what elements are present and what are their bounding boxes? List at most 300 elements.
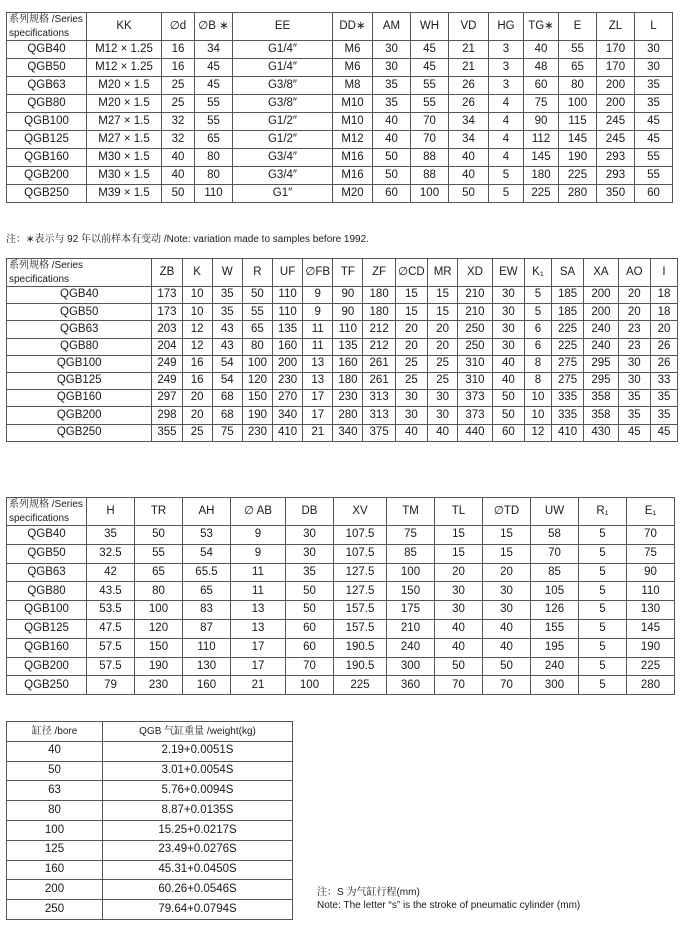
value-cell: 20 xyxy=(428,321,458,338)
value-cell: G1/4″ xyxy=(233,59,333,77)
value-cell: 300 xyxy=(531,676,579,695)
value-cell: 79 xyxy=(87,676,135,695)
value-cell: 50 xyxy=(286,582,334,601)
value-cell: 280 xyxy=(333,407,363,424)
value-cell: 30 xyxy=(483,582,531,601)
value-cell: 145 xyxy=(524,149,559,167)
value-cell: 15 xyxy=(435,544,483,563)
value-cell: 230 xyxy=(135,676,183,695)
table-row xyxy=(7,95,673,113)
table-row xyxy=(7,424,678,441)
value-cell: 33 xyxy=(650,372,677,389)
value-cell: 173 xyxy=(152,287,182,304)
value-cell: 50 xyxy=(162,185,195,203)
value-cell: 249 xyxy=(152,355,182,372)
value-cell: 45 xyxy=(635,131,673,149)
value-cell: 4 xyxy=(489,131,524,149)
value-cell: 112 xyxy=(524,131,559,149)
value-cell: 155 xyxy=(531,619,579,638)
value-cell: 297 xyxy=(152,390,182,407)
value-cell: 50 xyxy=(483,657,531,676)
weight-cell: 60.26+0.0546S xyxy=(103,880,293,900)
model-cell: QGB125 xyxy=(7,372,152,389)
value-cell: 40 xyxy=(435,638,483,657)
value-cell: 68 xyxy=(212,407,242,424)
value-cell: 300 xyxy=(387,657,435,676)
table-row xyxy=(7,185,673,203)
value-cell: 204 xyxy=(152,338,182,355)
value-cell: 5 xyxy=(489,185,524,203)
value-cell: 110 xyxy=(273,287,303,304)
value-cell: 6 xyxy=(524,321,551,338)
value-cell: 110 xyxy=(273,304,303,321)
model-cell: QGB160 xyxy=(7,149,87,167)
value-cell: 5 xyxy=(579,601,627,620)
value-cell: 261 xyxy=(363,355,395,372)
value-cell: 55 xyxy=(411,77,449,95)
value-cell: 90 xyxy=(333,287,363,304)
value-cell: 115 xyxy=(559,113,597,131)
value-cell: 145 xyxy=(627,619,675,638)
value-cell: 75 xyxy=(212,424,242,441)
value-cell: 25 xyxy=(162,95,195,113)
model-cell: QGB160 xyxy=(7,638,87,657)
value-cell: 30 xyxy=(435,582,483,601)
value-cell: 295 xyxy=(584,355,618,372)
value-cell: 190 xyxy=(559,149,597,167)
value-cell: 80 xyxy=(195,149,233,167)
column-header: ∅ AB xyxy=(231,498,286,526)
column-header: I xyxy=(650,259,677,287)
table-row xyxy=(7,59,673,77)
column-header: ∅CD xyxy=(395,259,427,287)
value-cell: 180 xyxy=(333,372,363,389)
bore-cell: 50 xyxy=(7,761,103,781)
value-cell: 13 xyxy=(303,355,333,372)
value-cell: 107.5 xyxy=(334,526,387,545)
value-cell: 145 xyxy=(559,131,597,149)
value-cell: M27 × 1.5 xyxy=(87,131,162,149)
column-header: XA xyxy=(584,259,618,287)
value-cell: 249 xyxy=(152,372,182,389)
value-cell: 3 xyxy=(489,77,524,95)
value-cell: 55 xyxy=(411,95,449,113)
column-header: ∅TD xyxy=(483,498,531,526)
value-cell: 350 xyxy=(597,185,635,203)
table-row xyxy=(7,338,678,355)
value-cell: 35 xyxy=(650,390,677,407)
table-row xyxy=(7,741,293,761)
value-cell: 8 xyxy=(524,355,551,372)
value-cell: 335 xyxy=(551,407,583,424)
value-cell: G1″ xyxy=(233,185,333,203)
column-header: ∅FB xyxy=(303,259,333,287)
value-cell: 26 xyxy=(449,77,489,95)
value-cell: 20 xyxy=(395,321,427,338)
value-cell: M30 × 1.5 xyxy=(87,167,162,185)
column-header: TL xyxy=(435,498,483,526)
bore-cell: 80 xyxy=(7,801,103,821)
value-cell: 135 xyxy=(333,338,363,355)
value-cell: 75 xyxy=(387,526,435,545)
column-header: AH xyxy=(183,498,231,526)
table-dimensions-3 xyxy=(6,497,675,695)
value-cell: 127.5 xyxy=(334,563,387,582)
value-cell: 270 xyxy=(273,390,303,407)
value-cell: 120 xyxy=(242,372,272,389)
value-cell: 80 xyxy=(195,167,233,185)
table-row xyxy=(7,860,293,880)
column-header: DD∗ xyxy=(333,13,373,41)
value-cell: 261 xyxy=(363,372,395,389)
model-cell: QGB100 xyxy=(7,601,87,620)
value-cell: 30 xyxy=(635,41,673,59)
column-header: AO xyxy=(618,259,650,287)
value-cell: 190 xyxy=(135,657,183,676)
value-cell: 160 xyxy=(183,676,231,695)
value-cell: 20 xyxy=(182,407,212,424)
value-cell: 360 xyxy=(387,676,435,695)
value-cell: 110 xyxy=(333,321,363,338)
note-stroke xyxy=(317,886,580,912)
value-cell: 298 xyxy=(152,407,182,424)
model-cell: QGB100 xyxy=(7,113,87,131)
value-cell: 293 xyxy=(597,167,635,185)
value-cell: M20 xyxy=(333,185,373,203)
value-cell: 173 xyxy=(152,304,182,321)
model-cell: QGB63 xyxy=(7,563,87,582)
value-cell: 5 xyxy=(579,563,627,582)
value-cell: 35 xyxy=(373,95,411,113)
value-cell: 170 xyxy=(597,59,635,77)
value-cell: G1/4″ xyxy=(233,41,333,59)
table-row xyxy=(7,563,675,582)
weight-cell: 23.49+0.0276S xyxy=(103,840,293,860)
value-cell: 54 xyxy=(183,544,231,563)
value-cell: 48 xyxy=(524,59,559,77)
model-cell: QGB160 xyxy=(7,390,152,407)
value-cell: 310 xyxy=(458,372,492,389)
value-cell: 110 xyxy=(195,185,233,203)
value-cell: G1/2″ xyxy=(233,113,333,131)
note-stroke-cn: 注：S 为气缸行程(mm) xyxy=(317,887,420,898)
column-header: R₁ xyxy=(579,498,627,526)
model-cell: QGB63 xyxy=(7,77,87,95)
value-cell: 50 xyxy=(135,526,183,545)
value-cell: 60 xyxy=(373,185,411,203)
value-cell: 50 xyxy=(286,601,334,620)
table-dimensions-1 xyxy=(6,12,673,203)
value-cell: 5 xyxy=(579,526,627,545)
value-cell: 180 xyxy=(363,304,395,321)
column-header: ∅B ∗ xyxy=(195,13,233,41)
value-cell: 15 xyxy=(483,526,531,545)
value-cell: 43 xyxy=(212,321,242,338)
value-cell: 11 xyxy=(231,582,286,601)
value-cell: 45 xyxy=(411,41,449,59)
column-header: W xyxy=(212,259,242,287)
value-cell: 100 xyxy=(387,563,435,582)
value-cell: 70 xyxy=(411,113,449,131)
value-cell: 34 xyxy=(449,131,489,149)
value-cell: 200 xyxy=(597,95,635,113)
value-cell: 225 xyxy=(524,185,559,203)
table-row xyxy=(7,840,293,860)
column-header: XD xyxy=(458,259,492,287)
value-cell: 30 xyxy=(492,321,524,338)
value-cell: 90 xyxy=(333,304,363,321)
value-cell: 9 xyxy=(303,304,333,321)
value-cell: 185 xyxy=(551,287,583,304)
value-cell: 6 xyxy=(524,338,551,355)
value-cell: 190 xyxy=(242,407,272,424)
table-row xyxy=(7,676,675,695)
value-cell: 10 xyxy=(524,390,551,407)
value-cell: 212 xyxy=(363,321,395,338)
column-header: VD xyxy=(449,13,489,41)
value-cell: 313 xyxy=(363,407,395,424)
table-row xyxy=(7,781,293,801)
weight-cell: 3.01+0.0054S xyxy=(103,761,293,781)
value-cell: 5 xyxy=(579,657,627,676)
column-header: DB xyxy=(286,498,334,526)
value-cell: M12 × 1.25 xyxy=(87,41,162,59)
value-cell: 16 xyxy=(162,41,195,59)
value-cell: 30 xyxy=(618,372,650,389)
value-cell: 20 xyxy=(618,287,650,304)
value-cell: 35 xyxy=(635,95,673,113)
value-cell: 373 xyxy=(458,407,492,424)
value-cell: 225 xyxy=(551,338,583,355)
value-cell: 50 xyxy=(449,185,489,203)
value-cell: 5 xyxy=(489,167,524,185)
value-cell: 11 xyxy=(231,563,286,582)
value-cell: 20 xyxy=(483,563,531,582)
value-cell: 16 xyxy=(182,355,212,372)
value-cell: 15 xyxy=(483,544,531,563)
value-cell: 42 xyxy=(87,563,135,582)
value-cell: 9 xyxy=(303,287,333,304)
value-cell: 293 xyxy=(597,149,635,167)
value-cell: 70 xyxy=(531,544,579,563)
value-cell: M10 xyxy=(333,113,373,131)
bore-cell: 250 xyxy=(7,900,103,920)
value-cell: 15 xyxy=(395,304,427,321)
table-row xyxy=(7,149,673,167)
column-header: TG∗ xyxy=(524,13,559,41)
table-row xyxy=(7,761,293,781)
weight-cell: 79.64+0.0794S xyxy=(103,900,293,920)
value-cell: 30 xyxy=(373,41,411,59)
value-cell: G3/4″ xyxy=(233,167,333,185)
value-cell: 35 xyxy=(212,304,242,321)
value-cell: 160 xyxy=(333,355,363,372)
value-cell: 250 xyxy=(458,321,492,338)
value-cell: 190.5 xyxy=(334,638,387,657)
value-cell: 43.5 xyxy=(87,582,135,601)
value-cell: 45 xyxy=(650,424,677,441)
value-cell: 55 xyxy=(635,149,673,167)
value-cell: 45 xyxy=(635,113,673,131)
model-cell: QGB125 xyxy=(7,619,87,638)
value-cell: 32 xyxy=(162,131,195,149)
value-cell: G3/4″ xyxy=(233,149,333,167)
value-cell: 25 xyxy=(395,372,427,389)
value-cell: 85 xyxy=(531,563,579,582)
model-cell: QGB100 xyxy=(7,355,152,372)
table-row xyxy=(7,820,293,840)
value-cell: 80 xyxy=(242,338,272,355)
value-cell: 20 xyxy=(428,338,458,355)
value-cell: 50 xyxy=(492,407,524,424)
value-cell: 50 xyxy=(435,657,483,676)
value-cell: 26 xyxy=(650,355,677,372)
value-cell: 30 xyxy=(618,355,650,372)
value-cell: 30 xyxy=(428,390,458,407)
column-header: TF xyxy=(333,259,363,287)
bore-cell: 63 xyxy=(7,781,103,801)
model-cell: QGB200 xyxy=(7,407,152,424)
value-cell: 25 xyxy=(395,355,427,372)
value-cell: 3 xyxy=(489,59,524,77)
column-header: L xyxy=(635,13,673,41)
column-header: E xyxy=(559,13,597,41)
value-cell: 150 xyxy=(135,638,183,657)
value-cell: 180 xyxy=(524,167,559,185)
value-cell: 47.5 xyxy=(87,619,135,638)
value-cell: 195 xyxy=(531,638,579,657)
column-header: XV xyxy=(334,498,387,526)
value-cell: 250 xyxy=(458,338,492,355)
weight-cell: 5.76+0.0094S xyxy=(103,781,293,801)
value-cell: 21 xyxy=(449,41,489,59)
spec-header: 系列规格 /Series specifications xyxy=(7,498,87,526)
value-cell: 16 xyxy=(162,59,195,77)
table-row xyxy=(7,304,678,321)
model-cell: QGB50 xyxy=(7,59,87,77)
value-cell: 30 xyxy=(428,407,458,424)
value-cell: 10 xyxy=(524,407,551,424)
value-cell: G1/2″ xyxy=(233,131,333,149)
value-cell: 5 xyxy=(524,287,551,304)
value-cell: 12 xyxy=(182,338,212,355)
value-cell: 230 xyxy=(242,424,272,441)
bore-cell: 40 xyxy=(7,741,103,761)
value-cell: 40 xyxy=(162,149,195,167)
value-cell: 17 xyxy=(303,407,333,424)
value-cell: 30 xyxy=(395,407,427,424)
value-cell: M30 × 1.5 xyxy=(87,149,162,167)
value-cell: 70 xyxy=(483,676,531,695)
value-cell: 25 xyxy=(162,77,195,95)
value-cell: M39 × 1.5 xyxy=(87,185,162,203)
value-cell: 358 xyxy=(584,390,618,407)
value-cell: 35 xyxy=(618,390,650,407)
bore-header: 缸径 /bore xyxy=(7,722,103,742)
weight-cell: 45.31+0.0450S xyxy=(103,860,293,880)
value-cell: 18 xyxy=(650,287,677,304)
value-cell: 310 xyxy=(458,355,492,372)
model-cell: QGB250 xyxy=(7,185,87,203)
value-cell: 26 xyxy=(449,95,489,113)
value-cell: 32.5 xyxy=(87,544,135,563)
value-cell: 60 xyxy=(492,424,524,441)
value-cell: 180 xyxy=(363,287,395,304)
value-cell: M10 xyxy=(333,95,373,113)
spec-header: 系列规格 /Series specifications xyxy=(7,13,87,41)
value-cell: 90 xyxy=(524,113,559,131)
value-cell: 185 xyxy=(551,304,583,321)
table-row xyxy=(7,544,675,563)
model-cell: QGB80 xyxy=(7,95,87,113)
value-cell: M16 xyxy=(333,149,373,167)
value-cell: 53 xyxy=(183,526,231,545)
bore-cell: 160 xyxy=(7,860,103,880)
model-cell: QGB80 xyxy=(7,582,87,601)
value-cell: 34 xyxy=(449,113,489,131)
value-cell: 240 xyxy=(584,321,618,338)
value-cell: 30 xyxy=(373,59,411,77)
value-cell: 90 xyxy=(627,563,675,582)
value-cell: 25 xyxy=(428,372,458,389)
column-header: UW xyxy=(531,498,579,526)
value-cell: 23 xyxy=(618,338,650,355)
column-header: ZF xyxy=(363,259,395,287)
value-cell: 88 xyxy=(411,149,449,167)
value-cell: 100 xyxy=(286,676,334,695)
value-cell: 26 xyxy=(650,338,677,355)
column-header: KK xyxy=(87,13,162,41)
value-cell: 30 xyxy=(635,59,673,77)
model-cell: QGB40 xyxy=(7,41,87,59)
value-cell: 15 xyxy=(395,287,427,304)
table-row xyxy=(7,372,678,389)
table-row xyxy=(7,880,293,900)
value-cell: 40 xyxy=(395,424,427,441)
value-cell: 55 xyxy=(635,167,673,185)
value-cell: 30 xyxy=(286,544,334,563)
value-cell: 60 xyxy=(635,185,673,203)
value-cell: 40 xyxy=(373,113,411,131)
model-cell: QGB200 xyxy=(7,167,87,185)
value-cell: 190 xyxy=(627,638,675,657)
value-cell: 40 xyxy=(483,619,531,638)
value-cell: 200 xyxy=(597,77,635,95)
table-row xyxy=(7,113,673,131)
value-cell: 40 xyxy=(428,424,458,441)
value-cell: 17 xyxy=(231,657,286,676)
column-header: TM xyxy=(387,498,435,526)
value-cell: 135 xyxy=(273,321,303,338)
value-cell: 275 xyxy=(551,372,583,389)
column-header: MR xyxy=(428,259,458,287)
table-row xyxy=(7,900,293,920)
value-cell: 13 xyxy=(303,372,333,389)
table-row xyxy=(7,619,675,638)
column-header: EE xyxy=(233,13,333,41)
table-row xyxy=(7,638,675,657)
value-cell: 60 xyxy=(286,638,334,657)
value-cell: 54 xyxy=(212,355,242,372)
model-cell: QGB40 xyxy=(7,287,152,304)
value-cell: 21 xyxy=(231,676,286,695)
value-cell: 12 xyxy=(524,424,551,441)
value-cell: 120 xyxy=(135,619,183,638)
value-cell: 43 xyxy=(212,338,242,355)
value-cell: 65 xyxy=(242,321,272,338)
value-cell: 50 xyxy=(373,149,411,167)
value-cell: 20 xyxy=(435,563,483,582)
